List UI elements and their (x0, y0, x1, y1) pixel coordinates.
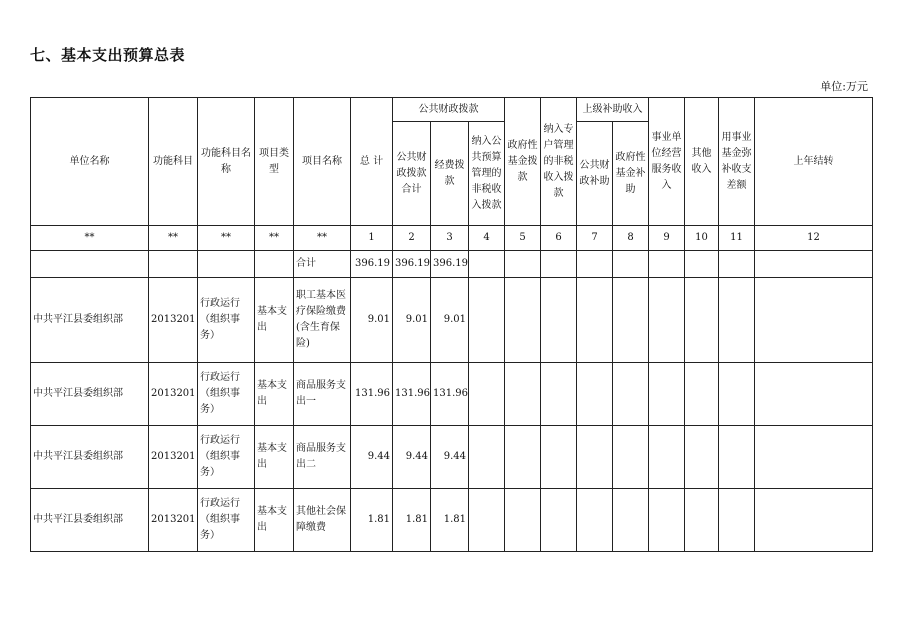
header-func-subject: 功能科目 (149, 98, 198, 226)
code-cell: ** (255, 226, 294, 251)
header-public-finance-group: 公共财政拨款 (393, 98, 505, 122)
total-cell: 9.01 (351, 278, 393, 363)
header-unit-name: 单位名称 (31, 98, 149, 226)
unit-name-cell: 中共平江县委组织部 (31, 278, 149, 363)
header-item-type: 项目类型 (255, 98, 294, 226)
code-cell: ** (294, 226, 351, 251)
header-non-tax-budget: 纳入公共预算管理的非税收入拨款 (469, 122, 505, 226)
sum-label: 合计 (294, 251, 351, 278)
func-name-cell: 行政运行（组织事务） (198, 363, 255, 426)
header-upper-subsidy-group: 上级补助收入 (577, 98, 649, 122)
item-name-cell: 商品服务支出二 (294, 426, 351, 489)
func-subject-cell: 2013201 (149, 489, 198, 552)
total-cell: 9.44 (351, 426, 393, 489)
subtotal-cell: 1.81 (393, 489, 431, 552)
sum-subtotal: 396.19 (393, 251, 431, 278)
operating-cell: 9.01 (431, 278, 469, 363)
total-cell: 131.96 (351, 363, 393, 426)
header-operating-appropriation: 经费拨款 (431, 122, 469, 226)
code-cell: 12 (755, 226, 873, 251)
item-name-cell: 其他社会保障缴费 (294, 489, 351, 552)
code-cell: ** (31, 226, 149, 251)
subtotal-cell: 131.96 (393, 363, 431, 426)
page-title: 七、基本支出预算总表 (30, 46, 186, 64)
item-type-cell: 基本支出 (255, 278, 294, 363)
sum-total: 396.19 (351, 251, 393, 278)
operating-cell: 1.81 (431, 489, 469, 552)
code-row (31, 226, 873, 251)
table-row (31, 426, 873, 489)
header-item-name: 项目名称 (294, 98, 351, 226)
header-special-non-tax: 纳入专户管理的非税收入拨款 (541, 98, 577, 226)
subtotal-cell: 9.01 (393, 278, 431, 363)
subtotal-cell: 9.44 (393, 426, 431, 489)
func-subject-cell: 2013201 (149, 426, 198, 489)
code-cell: 5 (505, 226, 541, 251)
item-type-cell: 基本支出 (255, 363, 294, 426)
header-fund-offset: 用事业基金弥补收支差额 (719, 98, 755, 226)
table-row (31, 363, 873, 426)
func-name-cell: 行政运行（组织事务） (198, 489, 255, 552)
code-cell: 4 (469, 226, 505, 251)
item-name-cell: 商品服务支出一 (294, 363, 351, 426)
sum-operating: 396.19 (431, 251, 469, 278)
code-cell: 2 (393, 226, 431, 251)
func-name-cell: 行政运行（组织事务） (198, 426, 255, 489)
code-cell: ** (198, 226, 255, 251)
code-cell: 7 (577, 226, 613, 251)
unit-name-cell: 中共平江县委组织部 (31, 426, 149, 489)
item-name-cell: 职工基本医疗保险缴费(含生育保险) (294, 278, 351, 363)
sum-row (31, 251, 873, 278)
code-cell: 1 (351, 226, 393, 251)
item-type-cell: 基本支出 (255, 426, 294, 489)
unit-label: 单位:万元 (820, 80, 868, 93)
header-carryover: 上年结转 (755, 98, 873, 226)
code-cell: ** (149, 226, 198, 251)
item-type-cell: 基本支出 (255, 489, 294, 552)
code-cell: 11 (719, 226, 755, 251)
code-cell: 9 (649, 226, 685, 251)
func-name-cell: 行政运行（组织事务） (198, 278, 255, 363)
code-cell: 3 (431, 226, 469, 251)
operating-cell: 131.96 (431, 363, 469, 426)
header-business-income: 事业单位经营服务收入 (649, 98, 685, 226)
table-row (31, 489, 873, 552)
header-gov-fund: 政府性基金拨款 (505, 98, 541, 226)
header-other-income: 其他收入 (685, 98, 719, 226)
total-cell: 1.81 (351, 489, 393, 552)
header-total: 总 计 (351, 98, 393, 226)
func-subject-cell: 2013201 (149, 363, 198, 426)
unit-name-cell: 中共平江县委组织部 (31, 363, 149, 426)
header-gov-fund-subsidy: 政府性基金补助 (613, 122, 649, 226)
code-cell: 6 (541, 226, 577, 251)
budget-table (30, 97, 873, 552)
header-public-finance-subsidy: 公共财政补助 (577, 122, 613, 226)
func-subject-cell: 2013201 (149, 278, 198, 363)
header-public-finance-subtotal: 公共财政拨款合计 (393, 122, 431, 226)
table-row (31, 278, 873, 363)
code-cell: 8 (613, 226, 649, 251)
operating-cell: 9.44 (431, 426, 469, 489)
header-func-subject-name: 功能科目名称 (198, 98, 255, 226)
code-cell: 10 (685, 226, 719, 251)
unit-name-cell: 中共平江县委组织部 (31, 489, 149, 552)
